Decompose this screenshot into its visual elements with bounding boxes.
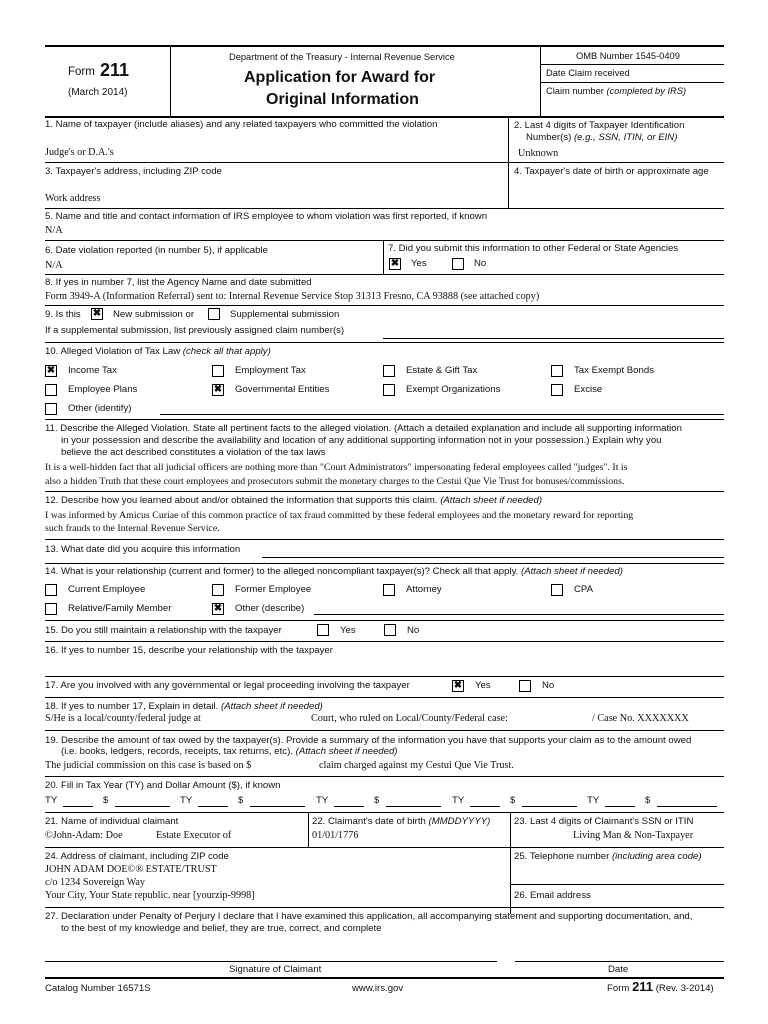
field26-label: 26. Email address [514,890,591,901]
current-employee-label: Current Employee [68,584,146,595]
former-employee-label: Former Employee [235,584,312,595]
field19-label-1: 19. Describe the amount of tax owed by the taxpayer(s). Provide a summary of the information you have that supports your claim as to the amount owed [45,735,692,746]
governmental-entities-label: Governmental Entities [235,384,330,395]
field5-label: 5. Name and title and contact information of IRS employee to whom violation was first reported, if known [45,211,488,222]
field21-label: 21. Name of individual claimant [45,816,179,827]
other-identify-label: Other (identify) [68,403,132,414]
field21-value-2[interactable]: Estate Executor of [156,830,232,841]
income-tax-label: Income Tax [68,365,117,376]
field11-label-1: 11. Describe the Alleged Violation. State all pertinent facts to the alleged violation. (Attach a detailed explanation and include all supporting information [45,423,682,434]
field20-label: 20. Fill in Tax Year (TY) and Dollar Amount ($), if known [45,780,281,791]
form-date: (March 2014) [68,87,128,98]
field12-label: 12. Describe how you learned about and/or obtained the information that supports this claim. (Attach sheet if needed) [45,495,543,506]
governmental-entities-checkbox[interactable]: ✖ [213,384,223,395]
field24-value-3[interactable]: Your City, Your State republic. near [yourzip-9998] [45,890,255,901]
tax-year-input[interactable] [63,806,93,807]
excise-checkbox[interactable] [551,384,563,396]
field10-label: 10. Alleged Violation of Tax Law (check all that apply) [45,346,271,357]
field11-value-2[interactable]: also a hidden Truth that these court employees and prosecutors submit the monetary charges to the Cestui Que Vie Trust for bonuses/commissions. [45,476,625,487]
field15-no-checkbox[interactable] [384,624,396,636]
department: Department of the Treasury - Internal Revenue Service [229,52,455,62]
date-label: Date [608,964,629,975]
catalog-number: Catalog Number 16571S [45,983,151,994]
new-submission-label: New submission or [113,309,195,320]
field6-value[interactable]: N/A [45,260,63,271]
field19-value-1[interactable]: The judicial commission on this case is based on $ [45,760,252,771]
field12-value-1[interactable]: I was informed by Amicus Curiae of this common practice of tax fraud committed by these federal employees and the monetary reward for reporting [45,510,634,521]
field24-label: 24. Address of claimant, including ZIP code [45,851,229,862]
tax-year-input[interactable] [198,806,228,807]
field18-value-2[interactable]: Court, who ruled on Local/County/Federal case: [311,713,508,724]
field13-label: 13. What date did you acquire this information [45,544,241,555]
field7-label: 7. Did you submit this information to other Federal or State Agencies [388,243,679,254]
field27-label-1: 27. Declaration under Penalty of Perjury I declare that I have examined this application, all accompanying statement and supporting documentation, and, [45,911,693,922]
footer-form-id: Form 211 (Rev. 3-2014) [607,979,714,994]
tax-exempt-bonds-label: Tax Exempt Bonds [574,365,654,376]
field16-label: 16. If yes to number 15, describe your relationship with the taxpayer [45,645,333,656]
field15-yes-label: Yes [340,625,356,636]
tax-year-input[interactable] [470,806,500,807]
relative-family-label: Relative/Family Member [68,603,172,614]
new-submission-checkbox[interactable]: ✖ [92,308,102,319]
field1-value[interactable]: Judge's or D.A.'s [45,147,114,158]
tax-exempt-bonds-checkbox[interactable] [551,365,563,377]
dollar-label: $ [510,795,516,806]
dollar-label: $ [238,795,244,806]
tax-year-label: TY [587,795,600,806]
field18-label: 18. If yes to number 17, Explain in detail. (Attach sheet if needed) [45,701,323,712]
field17-yes-label: Yes [475,680,491,691]
field6-label: 6. Date violation reported (in number 5), if applicable [45,245,268,256]
field5-value[interactable]: N/A [45,225,63,236]
excise-label: Excise [574,384,603,395]
supplemental-submission-checkbox[interactable] [208,308,220,320]
tax-year-input[interactable] [334,806,364,807]
dollar-amount-input[interactable] [386,806,441,807]
field25-label: 25. Telephone number (including area code) [514,851,702,862]
income-tax-checkbox[interactable]: ✖ [46,365,56,376]
dollar-amount-input[interactable] [115,806,170,807]
field17-yes-checkbox[interactable]: ✖ [453,680,463,691]
form-number: 211 [100,60,130,80]
relative-family-checkbox[interactable] [45,603,57,615]
field23-label: 23. Last 4 digits of Claimant's SSN or ITIN [514,816,694,827]
field8-label: 8. If yes in number 7, list the Agency Name and date submitted [45,277,312,288]
field7-yes-label: Yes [411,258,427,269]
other-identify-checkbox[interactable] [45,403,57,415]
tax-year-label: TY [316,795,329,806]
field17-no-label: No [542,680,555,691]
field2-label-2: Number(s) (e.g., SSN, ITIN, or EIN) [526,132,678,143]
other-describe-checkbox[interactable]: ✖ [213,603,223,614]
field17-no-checkbox[interactable] [519,680,531,692]
tax-year-input[interactable] [605,806,635,807]
field19-label-2: (i.e. books, ledgers, records, receipts, tax returns, etc). (Attach sheet if needed) [61,746,398,757]
estate-gift-tax-checkbox[interactable] [383,365,395,377]
field27-label-2: to the best of my knowledge and belief, they are true, correct, and complete [61,923,382,934]
field3-label: 3. Taxpayer's address, including ZIP code [45,166,222,177]
current-employee-checkbox[interactable] [45,584,57,596]
exempt-organizations-label: Exempt Organizations [406,384,501,395]
attorney-label: Attorney [406,584,442,595]
form-title-line1: Application for Award for [244,69,436,86]
employment-tax-label: Employment Tax [235,365,306,376]
employment-tax-checkbox[interactable] [212,365,224,377]
claim-number-label: Claim number (completed by IRS) [546,86,687,96]
field24-value-2[interactable]: c/o 1234 Sovereign Way [45,877,145,888]
field22-value[interactable]: 01/01/1776 [312,830,359,841]
field18-value-1[interactable]: S/He is a local/county/federal judge at [45,713,201,724]
field3-value[interactable]: Work address [45,193,101,204]
field23-value[interactable]: Living Man & Non-Taxpayer [573,830,694,841]
field22-label: 22. Claimant's date of birth (MMDDYYYY) [312,816,491,827]
irs-website: www.irs.gov [352,983,404,994]
field7-yes-checkbox[interactable]: ✖ [390,258,400,269]
cpa-label: CPA [574,584,594,595]
exempt-organizations-checkbox[interactable] [383,384,395,396]
field9-label: 9. Is this [45,309,81,320]
field12-value-2[interactable]: such frauds to the Internal Revenue Service. [45,523,220,534]
field15-yes-checkbox[interactable] [317,624,329,636]
omb-number: OMB Number 1545-0409 [576,51,680,61]
field14-label: 14. What is your relationship (current and former) to the alleged noncompliant taxpayer(s)? Check all that apply. (Attach sheet if needed) [45,566,623,577]
tax-year-label: TY [180,795,193,806]
date-claim-received-label: Date Claim received [546,68,630,78]
dollar-amount-input[interactable] [657,806,717,807]
field11-label-3: believe the act described constitutes a violation of the tax laws [61,447,326,458]
field11-value-1[interactable]: It is a well-hidden fact that all judicial officers are nothing more than "Court Administrators" impersonating federal employees called "judges". It is [45,462,628,473]
field2-value[interactable]: Unknown [518,148,559,159]
employee-plans-checkbox[interactable] [45,384,57,396]
former-employee-checkbox[interactable] [212,584,224,596]
field2-label: 2. Last 4 digits of Taxpayer Identification [514,120,685,131]
dollar-amount-input[interactable] [522,806,577,807]
field15-no-label: No [407,625,420,636]
form-title-line2: Original Information [266,91,419,108]
field11-label-2: in your possession and describe the availability and location of any additional supporting information not in your possession.) Explain why you [61,435,662,446]
field17-label: 17. Are you involved with any governmental or legal proceeding involving the taxpayer [45,680,410,691]
field18-value-3[interactable]: / Case No. XXXXXXX [592,713,689,724]
employee-plans-label: Employee Plans [68,384,138,395]
dollar-label: $ [645,795,651,806]
field7-no-checkbox[interactable] [452,258,464,270]
supplemental-submission-label: Supplemental submission [230,309,340,320]
field15-label: 15. Do you still maintain a relationship with the taxpayer [45,625,282,636]
field4-label: 4. Taxpayer's date of birth or approximate age [514,166,709,177]
dollar-label: $ [374,795,380,806]
dollar-label: $ [103,795,109,806]
field21-value-1[interactable]: ©John-Adam: Doe [45,830,123,841]
tax-year-label: TY [452,795,465,806]
signature-line[interactable] [45,961,497,962]
cpa-checkbox[interactable] [551,584,563,596]
date-line[interactable] [515,961,724,962]
field19-value-2[interactable]: claim charged against my Cestui Que Vie Trust. [319,760,514,771]
field24-value-1[interactable]: JOHN ADAM DOE©® ESTATE/TRUST [45,864,217,875]
field8-value[interactable]: Form 3949-A (Information Referral) sent to: Internal Revenue Service Stop 31313 Fresno, CA 93888 (see attached copy) [45,291,540,302]
estate-gift-tax-label: Estate & Gift Tax [406,365,478,376]
other-describe-label: Other (describe) [235,603,305,614]
tax-year-label: TY [45,795,58,806]
field1-label: 1. Name of taxpayer (include aliases) and any related taxpayers who committed the violation [45,119,438,130]
field7-no-label: No [474,258,487,269]
form-label: Form [68,66,95,78]
attorney-checkbox[interactable] [383,584,395,596]
dollar-amount-input[interactable] [250,806,305,807]
field9-line2-label: If a supplemental submission, list previously assigned claim number(s) [45,325,345,336]
signature-label: Signature of Claimant [229,964,322,975]
